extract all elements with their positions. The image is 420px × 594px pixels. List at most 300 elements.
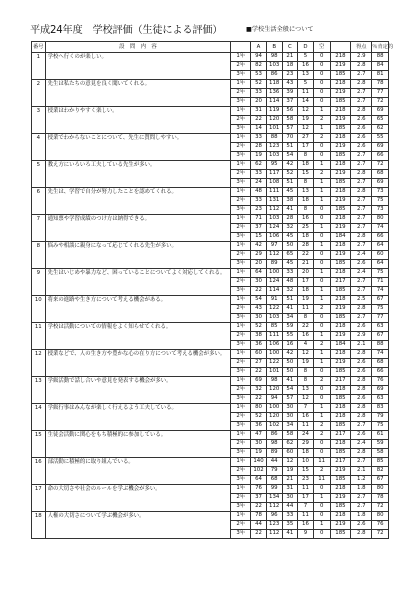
cell-grade: 3年 xyxy=(231,260,251,269)
cell-c: 28 xyxy=(282,215,298,224)
cell-total: 219 xyxy=(330,197,351,206)
cell-blank: 2 xyxy=(313,467,330,476)
cell-blank: 1 xyxy=(313,161,330,170)
cell-d: 9 xyxy=(298,530,314,539)
cell-grade: 3年 xyxy=(231,449,251,458)
table-row xyxy=(32,269,389,278)
cell-pct: 63 xyxy=(372,323,389,332)
cell-total: 217 xyxy=(330,458,351,467)
cell-b: 97 xyxy=(266,242,282,251)
cell-total: 185 xyxy=(330,179,351,188)
cell-c: 54 xyxy=(282,152,298,161)
cell-blank: 0 xyxy=(313,89,330,98)
cell-grade: 3年 xyxy=(231,395,251,404)
cell-score: 1.8 xyxy=(351,512,372,521)
cell-blank: 1 xyxy=(313,296,330,305)
cell-a: 27 xyxy=(251,359,267,368)
cell-total: 185 xyxy=(330,368,351,377)
cell-d: 25 xyxy=(298,224,314,233)
cell-grade: 2年 xyxy=(231,143,251,152)
cell-grade: 3年 xyxy=(231,476,251,485)
question-text: 授業はわかりやすく楽しい。 xyxy=(45,107,231,134)
question-number: 9 xyxy=(32,269,46,296)
cell-score: 2.6 xyxy=(351,116,372,125)
cell-blank: 1 xyxy=(313,413,330,422)
question-number: 8 xyxy=(32,242,46,269)
question-text: 学級活動で話し合いや意見を発表する機会が多い。 xyxy=(45,377,231,404)
cell-blank: 2 xyxy=(313,116,330,125)
cell-b: 102 xyxy=(266,422,282,431)
cell-pct: 77 xyxy=(372,314,389,323)
cell-grade: 3年 xyxy=(231,206,251,215)
table-row xyxy=(32,296,389,305)
cell-a: 37 xyxy=(251,224,267,233)
cell-total: 185 xyxy=(330,98,351,107)
cell-c: 59 xyxy=(282,323,298,332)
cell-blank: 0 xyxy=(313,395,330,404)
cell-score: 2.6 xyxy=(351,134,372,143)
cell-d: 17 xyxy=(298,494,314,503)
cell-a: 23 xyxy=(251,206,267,215)
question-number: 2 xyxy=(32,80,46,107)
cell-grade: 3年 xyxy=(231,233,251,242)
cell-blank: 0 xyxy=(313,314,330,323)
question-text: 命の大切さや社会のルールを学ぶ機会が多い。 xyxy=(45,485,231,512)
cell-grade: 3年 xyxy=(231,530,251,539)
cell-grade: 3年 xyxy=(231,287,251,296)
cell-a: 47 xyxy=(251,431,267,440)
cell-total: 218 xyxy=(330,440,351,449)
cell-pct: 88 xyxy=(372,341,389,350)
cell-c: 21 xyxy=(282,476,298,485)
cell-total: 185 xyxy=(330,152,351,161)
cell-total: 185 xyxy=(330,125,351,134)
question-number: 10 xyxy=(32,296,46,323)
cell-b: 103 xyxy=(266,152,282,161)
cell-pct: 80 xyxy=(372,485,389,494)
cell-total: 219 xyxy=(330,251,351,260)
cell-b: 119 xyxy=(266,107,282,116)
cell-b: 89 xyxy=(266,449,282,458)
cell-blank: 0 xyxy=(313,80,330,89)
question-text: 部活動に積極的に取り組んでいる。 xyxy=(45,458,231,485)
cell-total: 218 xyxy=(330,161,351,170)
cell-a: 60 xyxy=(251,350,267,359)
cell-grade: 1年 xyxy=(231,53,251,62)
cell-a: 20 xyxy=(251,260,267,269)
cell-score: 2.7 xyxy=(351,206,372,215)
cell-total: 185 xyxy=(330,314,351,323)
cell-grade: 2年 xyxy=(231,224,251,233)
cell-pct: 62 xyxy=(372,125,389,134)
table-row xyxy=(32,485,389,494)
cell-b: 94 xyxy=(266,395,282,404)
cell-d: 20 xyxy=(298,269,314,278)
cell-score: 2.8 xyxy=(351,233,372,242)
cell-score: 2.6 xyxy=(351,395,372,404)
cell-pct: 58 xyxy=(372,449,389,458)
header-blank: 空 xyxy=(313,42,330,53)
question-text: 教え方にいろいろ工夫している先生が多い。 xyxy=(45,161,231,188)
header-grade xyxy=(231,42,251,53)
cell-grade: 2年 xyxy=(231,305,251,314)
cell-score: 2.7 xyxy=(351,98,372,107)
cell-a: 82 xyxy=(251,62,267,71)
cell-grade: 2年 xyxy=(231,89,251,98)
cell-c: 50 xyxy=(282,368,298,377)
cell-d: 18 xyxy=(298,287,314,296)
cell-a: 22 xyxy=(251,368,267,377)
cell-d: 8 xyxy=(298,314,314,323)
cell-d: 11 xyxy=(298,512,314,521)
cell-score: 2.6 xyxy=(351,125,372,134)
cell-d: 16 xyxy=(298,62,314,71)
cell-blank: 1 xyxy=(313,107,330,116)
cell-c: 31 xyxy=(282,485,298,494)
cell-d: 8 xyxy=(298,368,314,377)
question-text: 先生は私たちの意見を良く聞いてくれる。 xyxy=(45,80,231,107)
cell-total: 218 xyxy=(330,296,351,305)
cell-score: 2.7 xyxy=(351,179,372,188)
question-text: 学級行事はみんなが楽しく行えるよう工夫している。 xyxy=(45,404,231,431)
cell-a: 78 xyxy=(251,512,267,521)
cell-pct: 60 xyxy=(372,251,389,260)
cell-b: 120 xyxy=(266,386,282,395)
cell-total: 184 xyxy=(330,341,351,350)
cell-b: 98 xyxy=(266,440,282,449)
cell-grade: 1年 xyxy=(231,431,251,440)
cell-blank: 1 xyxy=(313,350,330,359)
header-pct: ％肯定的 xyxy=(372,42,389,53)
cell-grade: 1年 xyxy=(231,512,251,521)
question-number: 3 xyxy=(32,107,46,134)
cell-grade: 2年 xyxy=(231,440,251,449)
cell-score: 1.2 xyxy=(351,476,372,485)
question-text: 学校へ行くのが楽しい。 xyxy=(45,53,231,80)
cell-d: 8 xyxy=(298,152,314,161)
cell-c: 57 xyxy=(282,125,298,134)
cell-total: 185 xyxy=(330,395,351,404)
cell-a: 37 xyxy=(251,494,267,503)
cell-a: 30 xyxy=(251,314,267,323)
cell-d: 19 xyxy=(298,359,314,368)
table-row xyxy=(32,377,389,386)
cell-b: 100 xyxy=(266,404,282,413)
cell-c: 34 xyxy=(282,422,298,431)
cell-b: 98 xyxy=(266,377,282,386)
cell-a: 38 xyxy=(251,332,267,341)
question-text: 生徒会活動に関心をもち積極的に参加している。 xyxy=(45,431,231,458)
cell-pct: 55 xyxy=(372,134,389,143)
cell-pct: 76 xyxy=(372,377,389,386)
cell-blank: 1 xyxy=(313,521,330,530)
cell-a: 33 xyxy=(251,89,267,98)
cell-a: 14 xyxy=(251,125,267,134)
header-item: 設 問 内 容 xyxy=(45,42,231,53)
cell-b: 131 xyxy=(266,197,282,206)
cell-blank: 0 xyxy=(313,53,330,62)
cell-score: 2.8 xyxy=(351,305,372,314)
table-row xyxy=(32,458,389,467)
cell-blank: 1 xyxy=(313,224,330,233)
cell-b: 118 xyxy=(266,80,282,89)
cell-pct: 76 xyxy=(372,521,389,530)
cell-a: 36 xyxy=(251,341,267,350)
cell-blank: 1 xyxy=(313,404,330,413)
cell-total: 185 xyxy=(330,206,351,215)
cell-a: 30 xyxy=(251,278,267,287)
cell-score: 2.7 xyxy=(351,71,372,80)
cell-b: 95 xyxy=(266,161,282,170)
cell-total: 218 xyxy=(330,413,351,422)
cell-blank: 0 xyxy=(313,485,330,494)
cell-grade: 2年 xyxy=(231,413,251,422)
cell-total: 218 xyxy=(330,242,351,251)
cell-total: 219 xyxy=(330,170,351,179)
cell-a: 62 xyxy=(251,161,267,170)
cell-d: 16 xyxy=(298,332,314,341)
header-b: B xyxy=(266,42,282,53)
cell-grade: 1年 xyxy=(231,377,251,386)
cell-pct: 61 xyxy=(372,431,389,440)
cell-blank: 0 xyxy=(313,278,330,287)
cell-total: 217 xyxy=(330,431,351,440)
cell-c: 19 xyxy=(282,467,298,476)
cell-b: 124 xyxy=(266,278,282,287)
cell-a: 140 xyxy=(251,458,267,467)
header-no: 番号 xyxy=(32,42,46,53)
cell-b: 122 xyxy=(266,305,282,314)
cell-score: 2.8 xyxy=(351,530,372,539)
cell-grade: 2年 xyxy=(231,278,251,287)
cell-score: 2.4 xyxy=(351,251,372,260)
cell-c: 32 xyxy=(282,287,298,296)
cell-grade: 2年 xyxy=(231,494,251,503)
cell-b: 89 xyxy=(266,260,282,269)
table-row xyxy=(32,134,389,143)
cell-total: 185 xyxy=(330,71,351,80)
cell-grade: 2年 xyxy=(231,170,251,179)
cell-pct: 64 xyxy=(372,260,389,269)
cell-c: 43 xyxy=(282,80,298,89)
cell-blank: 1 xyxy=(313,197,330,206)
cell-total: 218 xyxy=(330,404,351,413)
cell-c: 39 xyxy=(282,89,298,98)
header-total xyxy=(330,42,351,53)
cell-pct: 72 xyxy=(372,98,389,107)
question-number: 5 xyxy=(32,161,46,188)
cell-d: 8 xyxy=(298,179,314,188)
cell-pct: 75 xyxy=(372,422,389,431)
page-header xyxy=(30,21,400,37)
cell-b: 103 xyxy=(266,215,282,224)
cell-blank: 1 xyxy=(313,332,330,341)
cell-a: 33 xyxy=(251,134,267,143)
cell-c: 56 xyxy=(282,107,298,116)
cell-blank: 2 xyxy=(313,422,330,431)
cell-total: 218 xyxy=(330,53,351,62)
cell-c: 52 xyxy=(282,170,298,179)
table-row xyxy=(32,404,389,413)
cell-d: 8 xyxy=(298,206,314,215)
cell-b: 86 xyxy=(266,431,282,440)
cell-d: 12 xyxy=(298,350,314,359)
cell-pct: 79 xyxy=(372,413,389,422)
cell-c: 42 xyxy=(282,350,298,359)
cell-blank: 2 xyxy=(313,170,330,179)
cell-pct: 75 xyxy=(372,197,389,206)
table-row xyxy=(32,188,389,197)
cell-pct: 80 xyxy=(372,512,389,521)
cell-a: 29 xyxy=(251,251,267,260)
cell-pct: 72 xyxy=(372,530,389,539)
question-text: 将来の進路や生き方について考える機会がある。 xyxy=(45,296,231,323)
cell-score: 2.6 xyxy=(351,359,372,368)
cell-a: 19 xyxy=(251,152,267,161)
cell-d: 10 xyxy=(298,458,314,467)
cell-c: 35 xyxy=(282,521,298,530)
cell-b: 85 xyxy=(266,323,282,332)
cell-grade: 1年 xyxy=(231,458,251,467)
cell-blank: 0 xyxy=(313,530,330,539)
cell-d: 12 xyxy=(298,125,314,134)
cell-score: 2.8 xyxy=(351,188,372,197)
cell-d: 13 xyxy=(298,71,314,80)
cell-grade: 3年 xyxy=(231,152,251,161)
cell-score: 2.8 xyxy=(351,377,372,386)
cell-blank: 0 xyxy=(313,449,330,458)
cell-pct: 67 xyxy=(372,296,389,305)
cell-pct: 73 xyxy=(372,188,389,197)
cell-a: 94 xyxy=(251,53,267,62)
cell-a: 52 xyxy=(251,323,267,332)
cell-b: 117 xyxy=(266,170,282,179)
cell-pct: 67 xyxy=(372,332,389,341)
table-row xyxy=(32,242,389,251)
cell-a: 69 xyxy=(251,377,267,386)
table-row xyxy=(32,512,389,521)
cell-pct: 67 xyxy=(372,476,389,485)
cell-c: 54 xyxy=(282,386,298,395)
cell-grade: 2年 xyxy=(231,386,251,395)
cell-b: 44 xyxy=(266,458,282,467)
cell-a: 30 xyxy=(251,440,267,449)
cell-blank: 1 xyxy=(313,125,330,134)
cell-total: 219 xyxy=(330,467,351,476)
cell-blank: 1 xyxy=(313,269,330,278)
table-row xyxy=(32,80,389,89)
cell-blank: 0 xyxy=(313,251,330,260)
cell-score: 2.6 xyxy=(351,323,372,332)
cell-blank: 0 xyxy=(313,71,330,80)
cell-score: 2.6 xyxy=(351,431,372,440)
cell-score: 2.7 xyxy=(351,242,372,251)
cell-blank: 0 xyxy=(313,440,330,449)
cell-c: 21 xyxy=(282,53,298,62)
question-number: 14 xyxy=(32,404,46,431)
question-number: 1 xyxy=(32,53,46,80)
cell-score: 2.7 xyxy=(351,503,372,512)
cell-b: 112 xyxy=(266,251,282,260)
cell-score: 2.9 xyxy=(351,53,372,62)
cell-d: 15 xyxy=(298,170,314,179)
cell-c: 41 xyxy=(282,530,298,539)
question-number: 11 xyxy=(32,323,46,350)
cell-score: 2.7 xyxy=(351,287,372,296)
cell-pct: 69 xyxy=(372,386,389,395)
cell-blank: 1 xyxy=(313,188,330,197)
cell-pct: 80 xyxy=(372,215,389,224)
cell-a: 31 xyxy=(251,107,267,116)
header-score: 得点 xyxy=(351,42,372,53)
cell-grade: 1年 xyxy=(231,404,251,413)
cell-score: 2.8 xyxy=(351,404,372,413)
cell-b: 112 xyxy=(266,530,282,539)
cell-blank: 0 xyxy=(313,260,330,269)
table-row xyxy=(32,53,389,62)
cell-score: 2.6 xyxy=(351,368,372,377)
cell-score: 2.4 xyxy=(351,269,372,278)
cell-c: 45 xyxy=(282,233,298,242)
question-text: 先生は、学習で自分が努力したことを認めてくれる。 xyxy=(45,188,231,215)
cell-total: 185 xyxy=(330,422,351,431)
cell-blank: 0 xyxy=(313,512,330,521)
cell-pct: 74 xyxy=(372,350,389,359)
cell-pct: 68 xyxy=(372,359,389,368)
cell-grade: 3年 xyxy=(231,341,251,350)
header-d: D xyxy=(298,42,314,53)
cell-c: 33 xyxy=(282,269,298,278)
cell-total: 219 xyxy=(330,224,351,233)
cell-pct: 78 xyxy=(372,494,389,503)
table-row xyxy=(32,161,389,170)
cell-d: 13 xyxy=(298,188,314,197)
cell-a: 52 xyxy=(251,80,267,89)
cell-pct: 82 xyxy=(372,467,389,476)
cell-grade: 3年 xyxy=(231,503,251,512)
cell-c: 45 xyxy=(282,260,298,269)
cell-b: 122 xyxy=(266,359,282,368)
cell-c: 34 xyxy=(282,314,298,323)
cell-grade: 2年 xyxy=(231,521,251,530)
cell-b: 100 xyxy=(266,350,282,359)
cell-a: 22 xyxy=(251,395,267,404)
table-header-row xyxy=(32,42,389,53)
cell-c: 41 xyxy=(282,377,298,386)
cell-grade: 1年 xyxy=(231,188,251,197)
question-text: 授業などで、人の生き方や豊かな心の在り方について考える機会が多い。 xyxy=(45,350,231,377)
cell-c: 33 xyxy=(282,512,298,521)
question-number: 6 xyxy=(32,188,46,215)
cell-a: 42 xyxy=(251,242,267,251)
cell-d: 11 xyxy=(298,305,314,314)
cell-b: 96 xyxy=(266,512,282,521)
cell-grade: 3年 xyxy=(231,98,251,107)
cell-a: 32 xyxy=(251,386,267,395)
cell-c: 12 xyxy=(282,458,298,467)
cell-d: 7 xyxy=(298,503,314,512)
cell-grade: 3年 xyxy=(231,422,251,431)
cell-d: 18 xyxy=(298,233,314,242)
cell-blank: 0 xyxy=(313,215,330,224)
cell-pct: 73 xyxy=(372,206,389,215)
cell-d: 18 xyxy=(298,161,314,170)
cell-b: 114 xyxy=(266,287,282,296)
cell-b: 101 xyxy=(266,368,282,377)
cell-pct: 65 xyxy=(372,116,389,125)
cell-b: 91 xyxy=(266,296,282,305)
cell-blank: 0 xyxy=(313,152,330,161)
